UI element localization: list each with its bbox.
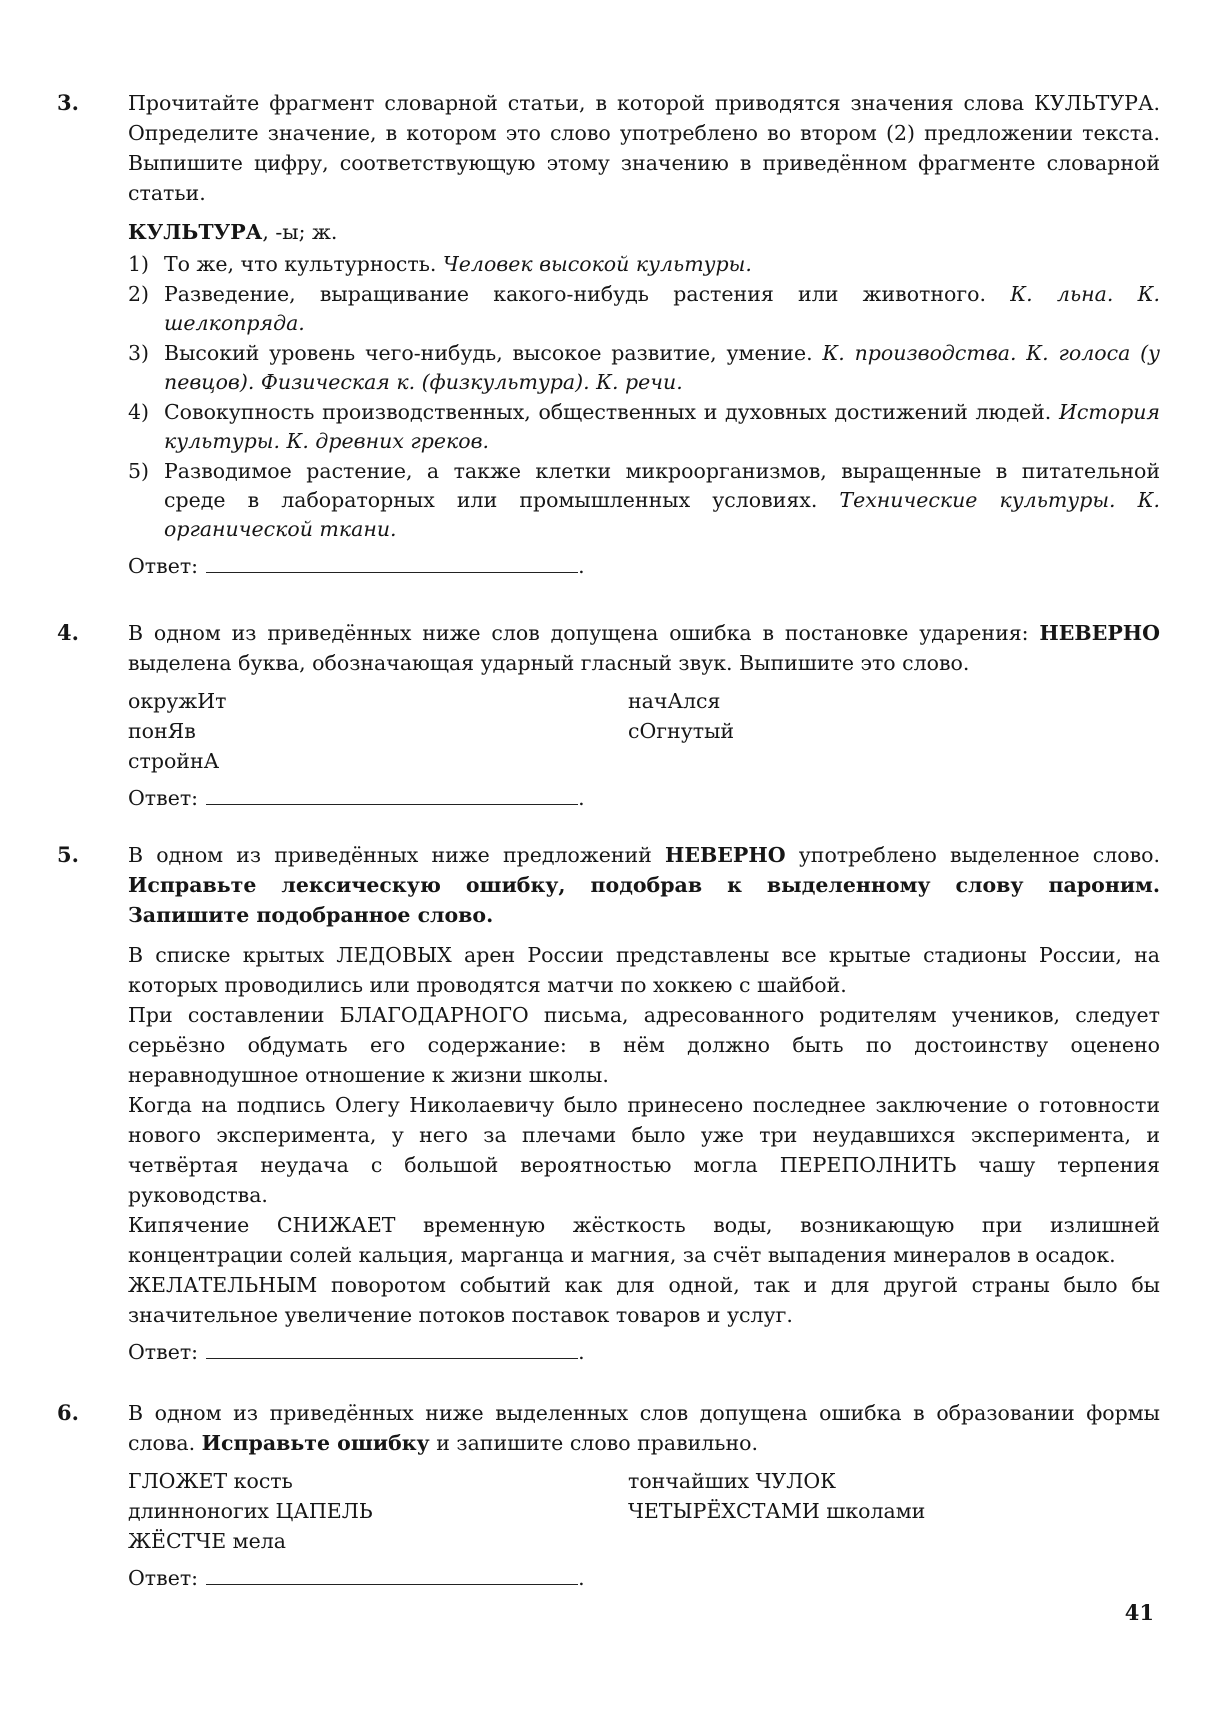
word-item: тончайших ЧУЛОК: [628, 1469, 837, 1493]
meaning-example: История культуры. К. древних греков.: [164, 399, 1160, 453]
answer-row: Ответ: .: [128, 782, 1160, 812]
word-item: ГЛОЖЕТ кость: [128, 1469, 293, 1493]
task-intro: [128, 1398, 1160, 1458]
intro-emphasis: НЕВЕРНО: [664, 843, 786, 867]
task-intro: Прочитайте фрагмент словарной статьи, в которой приводятся значения слова КУЛЬТУРА. Определите значение, в котором это слово употреблено во втором (2) предложении текста. Выпишите цифру, соответствующую этому значению в приведённом фрагменте словарной статьи.: [128, 91, 1160, 205]
meaning-text: Разведение, выращивание какого-нибудь растения или животного.: [164, 281, 1011, 306]
answer-field[interactable]: [206, 1562, 578, 1585]
word-item: стройнА: [128, 749, 220, 773]
meaning-text: Высокий уровень чего-нибудь, высокое развитие, умение.: [164, 340, 823, 365]
meaning-item: [128, 339, 1160, 397]
right-column: [628, 1466, 1128, 1556]
task-number: 3.: [57, 90, 79, 115]
answer-row: Ответ: .: [128, 550, 1160, 580]
answer-label: Ответ:: [128, 1566, 199, 1590]
left-column: [128, 1466, 628, 1556]
intro-emphasis: НЕВЕРНО: [1039, 621, 1160, 645]
sentence: В списке крытых ЛЕДОВЫХ арен России представлены все крытые стадионы России, на которых проводились или проводятся матчи по хоккею с шайбой.: [128, 943, 1160, 997]
intro-text: выделена буква, обозначающая ударный гласный звук. Выпишите это слово.: [128, 651, 970, 675]
meaning-text: Разводимое растение, а также клетки микроорганизмов, выращенные в питательной среде в лабораторных или промышленных условиях.: [164, 458, 1160, 512]
word-item: начАлся: [628, 689, 721, 713]
meaning-example: К. производства. К. голоса (у певцов). Физическая к. (физкультура). К. речи.: [164, 340, 1160, 394]
word-item: ЖЁСТЧЕ мела: [128, 1529, 287, 1553]
word-columns: [128, 686, 1160, 776]
answer-field[interactable]: [206, 782, 578, 805]
sentence: Кипячение СНИЖАЕТ временную жёсткость воды, возникающую при излишней концентрации солей кальция, марганца и магния, за счёт выпадения минералов в осадок.: [128, 1213, 1160, 1267]
task-body: [128, 1398, 1160, 1592]
task-number: 4.: [57, 620, 79, 645]
intro-instruction: Исправьте лексическую ошибку, подобрав к выделенному слову пароним. Запишите подобранное слово.: [128, 873, 1160, 927]
intro-text: В одном из приведённых ниже выделенных слов допущена ошибка в образовании формы слова.: [128, 1401, 1160, 1455]
meanings-list: [128, 250, 1160, 544]
task-number: 6.: [57, 1400, 79, 1425]
meaning-number: 4): [128, 399, 150, 424]
answer-field[interactable]: [206, 550, 578, 573]
dictionary-entry: [128, 218, 1160, 544]
meaning-text: Совокупность производственных, общественных и духовных достижений людей.: [164, 399, 1059, 424]
task-number: 5.: [57, 842, 79, 867]
meaning-number: 5): [128, 458, 150, 483]
intro-text: употреблено выделенное слово.: [785, 843, 1160, 867]
meaning-item: [128, 250, 1160, 279]
sentence: При составлении БЛАГОДАРНОГО письма, адресованного родителям учеников, следует серьёзно обдумать его содержание: в нём должно быть по достоинству оценено неравнодушное отношение к жизни школы.: [128, 1003, 1160, 1087]
right-column: [628, 686, 1128, 776]
task-body: [128, 618, 1160, 812]
meaning-example: Технические культуры. К. органической ткани.: [164, 487, 1160, 541]
word-item: понЯв: [128, 719, 196, 743]
word-item: ЧЕТЫРЁХСТАМИ школами: [628, 1499, 926, 1523]
meaning-number: 2): [128, 281, 150, 306]
meaning-item: [128, 398, 1160, 456]
sentence: Когда на подпись Олегу Николаевичу было принесено последнее заключение о готовности нового эксперимента, у него за плечами было уже три неудавшихся эксперимента, и четвёртая неудача с большой вероятностью могла ПЕРЕПОЛНИТЬ чашу терпения руководства.: [128, 1093, 1160, 1207]
task-intro: [128, 618, 1160, 678]
intro-emphasis: Исправьте ошибку: [201, 1431, 430, 1455]
meaning-example: К. льна. К. шелкопряда.: [164, 281, 1160, 335]
page-number: 41: [1124, 1600, 1154, 1625]
grammar-note: , -ы; ж.: [262, 220, 338, 244]
meaning-number: 1): [128, 251, 150, 276]
task-body: [128, 88, 1160, 580]
word-item: окружИт: [128, 689, 227, 713]
left-column: [128, 686, 628, 776]
intro-text: В одном из приведённых ниже слов допущена ошибка в постановке ударения:: [128, 621, 1040, 645]
meaning-example: Человек высокой культуры.: [442, 251, 752, 276]
meaning-number: 3): [128, 340, 150, 365]
answer-row: Ответ: .: [128, 1562, 1160, 1592]
task-body: [128, 840, 1160, 1366]
task-intro: [128, 840, 1160, 930]
answer-label: Ответ:: [128, 786, 199, 810]
meaning-item: [128, 457, 1160, 544]
word-columns: [128, 1466, 1160, 1556]
meaning-text: То же, что культурность.: [164, 251, 443, 276]
meaning-item: [128, 280, 1160, 338]
headword: КУЛЬТУРА: [128, 220, 263, 244]
intro-text: и запишите слово правильно.: [429, 1431, 758, 1455]
intro-text: В одном из приведённых ниже предложений: [128, 843, 665, 867]
answer-label: Ответ:: [128, 1340, 199, 1364]
answer-label: Ответ:: [128, 553, 199, 578]
answer-row: Ответ: .: [128, 1336, 1160, 1366]
word-item: длинноногих ЦАПЕЛЬ: [128, 1499, 373, 1523]
sentence: ЖЕЛАТЕЛЬНЫМ поворотом событий как для одной, так и для другой страны было бы значительное увеличение потоков поставок товаров и услуг.: [128, 1273, 1160, 1327]
word-item: сОгнутый: [628, 719, 735, 743]
answer-field[interactable]: [206, 1336, 578, 1359]
